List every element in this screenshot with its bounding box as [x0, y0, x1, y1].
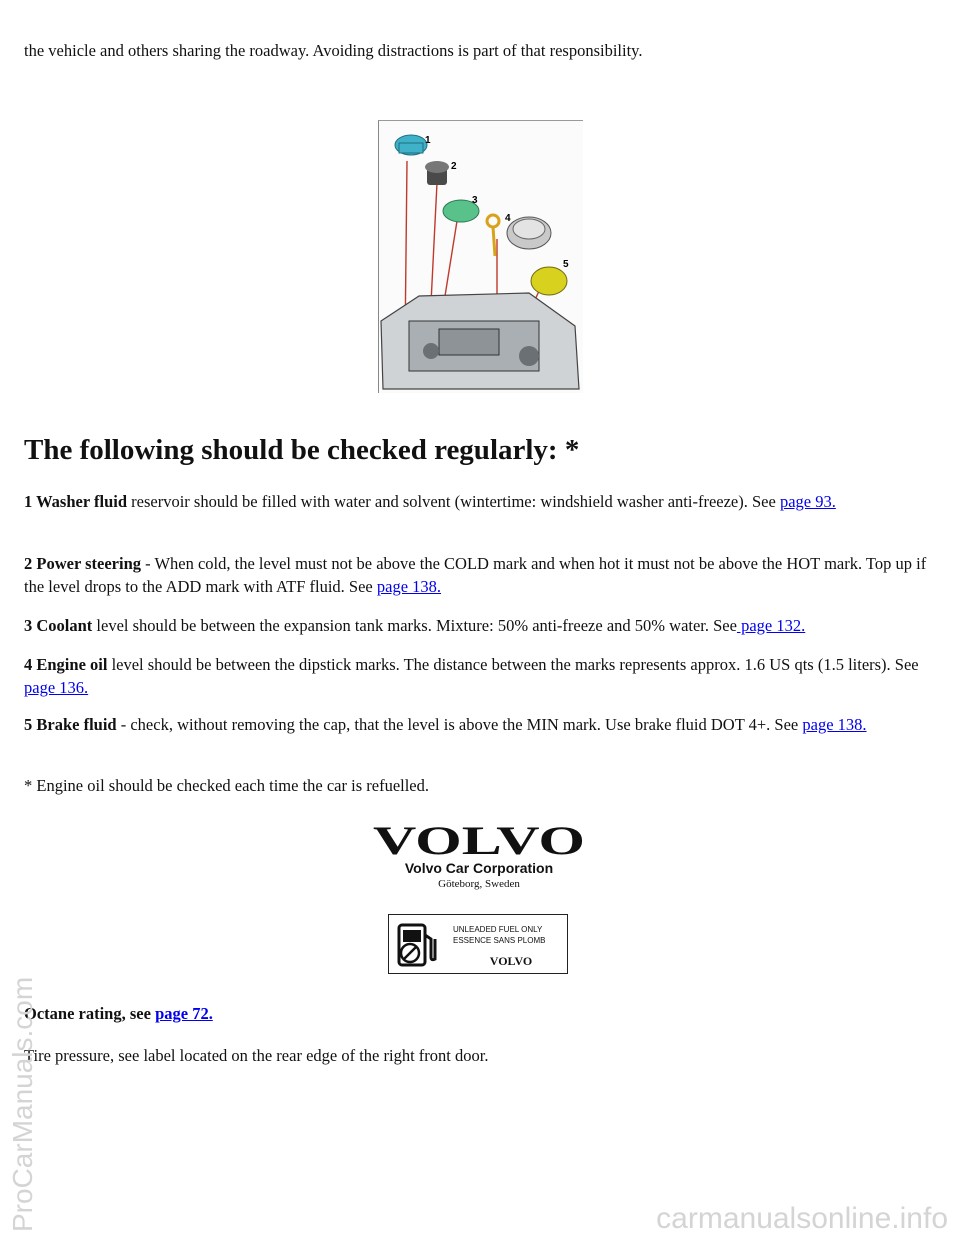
check-item-engine-oil [24, 653, 936, 699]
page-link-136[interactable]: page 136. [24, 678, 89, 697]
page-link-93[interactable]: page 93. [779, 492, 836, 511]
logo-company: Volvo Car Corporation [404, 860, 554, 876]
fuel-pump-icon [399, 925, 435, 965]
logo-location: Göteborg, Sweden [438, 878, 520, 890]
volvo-logo [370, 818, 588, 892]
item-text: reservoir should be filled with water and solvent (wintertime: windshield washer anti-freeze). See [127, 492, 780, 511]
page-link-72[interactable]: page 72. [155, 1004, 213, 1023]
fuel-line1: UNLEADED FUEL ONLY [453, 925, 543, 934]
section-heading: The following should be checked regularly: * [24, 434, 580, 466]
item-text: - When cold, the level must not be above the COLD mark and when hot it must not be above the HOT mark. Top up if the level drops to the ADD mark with ATF fluid. See [24, 554, 927, 596]
engine-compartment-figure [378, 120, 583, 393]
item-label: 2 Power steering [24, 554, 141, 573]
fuel-line2: ESSENCE SANS PLOMB [453, 936, 546, 945]
callout-2: 2 [451, 161, 457, 172]
item-label: 1 Washer fluid [24, 492, 128, 511]
callout-4: 4 [505, 213, 511, 224]
engine-diagram [379, 121, 583, 393]
watermark-left-text: ProCarManuals.com [7, 976, 38, 1232]
octane-label: Octane rating, see [24, 1004, 156, 1023]
page-link-138-brake[interactable]: page 138. [802, 715, 867, 734]
item-text: level should be between the expansion tank marks. Mixture: 50% anti-freeze and 50% water. See [92, 616, 737, 635]
check-item-coolant [24, 614, 936, 637]
page-link-132[interactable]: page 132. [736, 616, 806, 635]
item-label: 4 Engine oil [24, 655, 108, 674]
item-text: - check, without removing the cap, that the level is above the MIN mark. Use brake fluid DOT 4+. See [116, 715, 803, 734]
watermark-bottom-text: carmanualsonline.info [656, 1202, 948, 1235]
item-label: 5 Brake fluid [24, 715, 117, 734]
callout-1: 1 [425, 135, 431, 146]
unleaded-fuel-label [388, 914, 568, 974]
octane-rating [24, 1002, 936, 1025]
footnote: * Engine oil should be checked each time the car is refuelled. [24, 776, 430, 795]
logo-brand: VOLVO [373, 818, 585, 863]
check-item-brake-fluid [24, 713, 936, 736]
callout-5: 5 [563, 259, 569, 270]
tire-pressure-note: Tire pressure, see label located on the rear edge of the right front door. [24, 1046, 489, 1065]
intro-paragraph: the vehicle and others sharing the roadway. Avoiding distractions is part of that responsibility. [24, 41, 643, 60]
check-item-washer-fluid [24, 490, 936, 513]
fuel-brand: VOLVO [489, 954, 533, 968]
callout-3: 3 [472, 195, 478, 206]
watermark-carmanualsonline [510, 1198, 950, 1238]
check-item-power-steering [24, 552, 936, 598]
page-link-138[interactable]: page 138. [376, 577, 442, 596]
item-text: level should be between the dipstick marks. The distance between the marks represents approx. 1.6 US qts (1.5 liters). See [107, 655, 919, 674]
item-label: 3 Coolant [24, 616, 93, 635]
watermark-procarmanuals [0, 480, 44, 1240]
